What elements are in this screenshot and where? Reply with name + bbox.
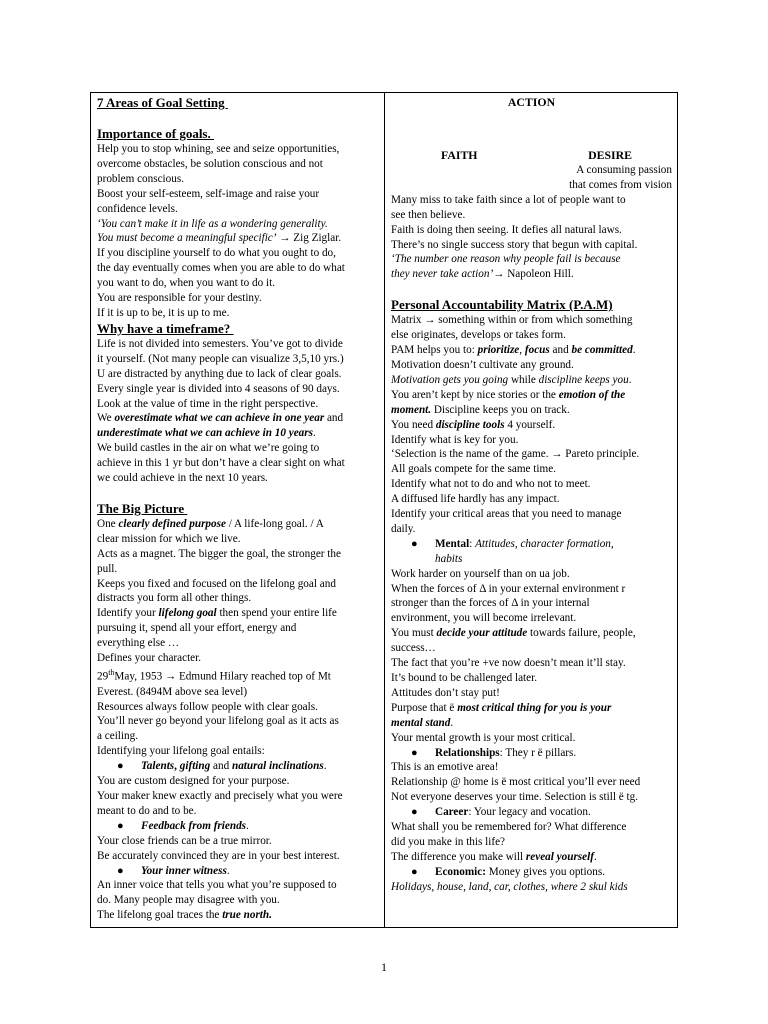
text-line: pull. (97, 562, 118, 575)
text-line: Identify what is key for you. (391, 433, 519, 446)
reveal-line: The difference you make will reveal yourself. (391, 850, 597, 863)
text-line: success… (391, 642, 436, 655)
bullet-relationships: ● Relationships: They r ë pillars. (411, 746, 577, 759)
importance-heading: Importance of goals. (97, 126, 214, 141)
text-line: distracts you form all other things. (97, 592, 252, 605)
text-line: The fact that you’re +ve now doesn’t mean it’ll stay. (391, 657, 626, 670)
text-line: confidence levels. (97, 202, 178, 215)
bullet-career: ● Career: Your legacy and vocation. (411, 806, 591, 819)
text-line: did you make in this life? (391, 835, 506, 848)
pam-helps-line: PAM helps you to: prioritize, focus and be committed. (391, 344, 636, 357)
text-line: U are distracted by anything due to lack of clear goals. (97, 367, 342, 380)
text-line: daily. (391, 522, 416, 535)
text-line: All goals compete for the same time. (391, 463, 556, 476)
text-line: Relationship @ home is ë most critical you’ll ever need (391, 776, 641, 789)
text-line: Work harder on yourself than on ua job. (391, 567, 570, 580)
economic-text (391, 880, 672, 895)
text-line: When the forces of Δ in your external environment r (391, 582, 626, 595)
bullet-dot-icon: ● (411, 746, 418, 759)
moment-line: moment. Discipline keeps you on track. (391, 403, 570, 416)
text-line: Faith is doing then seeing. It defies all natural laws. (391, 223, 622, 236)
desire-label: DESIRE (588, 148, 632, 162)
text-line: we could achieve in the next 10 years. (97, 472, 268, 485)
text-line: Help you to stop whining, see and seize opportunities, (97, 143, 340, 155)
text-line: achieve in this 1 yr but don’t have a clear sight on what (97, 457, 345, 470)
text-line: overcome obstacles, be solution conscious and not (97, 157, 323, 170)
text-line: Your close friends can be a true mirror. (97, 834, 272, 847)
text-line: pursuing it, spend all your effort, energy and (97, 622, 297, 635)
bullet-talents: ● Talents, gifting and natural inclinations. (117, 760, 327, 773)
text-line: Defines your character. (97, 652, 202, 665)
hill-quote-line: they never take action’→ Napoleon Hill. (391, 268, 574, 281)
text-line: An inner voice that tells you what you’re supposed to (97, 879, 337, 892)
text-line: do. Many people may disagree with you. (97, 894, 280, 907)
purpose-line: Purpose that ë most critical thing for you is your (391, 701, 612, 714)
text-line: stronger than the forces of Δ in your internal (391, 597, 590, 610)
action-label: ACTION (507, 95, 556, 109)
hill-quote-line: ‘The number one reason why people fail is because (391, 253, 621, 266)
mental-text (391, 567, 672, 746)
text-line: A diffused life hardly has any impact. (391, 493, 560, 506)
text-line: You are responsible for your destiny. (97, 292, 262, 305)
text-line: it yourself. (Not many people can visualize 3,5,10 yrs.) (97, 352, 344, 365)
text-line: Acts as a magnet. The bigger the goal, the stronger the (97, 547, 341, 560)
timeframe-heading: Why have a timeframe? (97, 320, 234, 336)
text-line: clear mission for which we live. (97, 532, 241, 545)
text-line: Attitudes don’t stay put! (391, 686, 500, 699)
feedback-text (97, 834, 379, 864)
bullet-dot-icon: ● (117, 819, 124, 832)
ziglar-quote-line: You must become a meaningful specific’ → Zig Ziglar. (97, 232, 342, 245)
text-line: Motivation doesn’t cultivate any ground. (391, 358, 574, 371)
faith-text (391, 193, 672, 282)
text-line: Look at the value of time in the right perspective. (97, 397, 319, 410)
text-line: Identify what not to do and who not to meet. (391, 478, 591, 491)
emotion-line: You aren’t kept by nice stories or the emotion of the (391, 388, 626, 401)
bullet-dot-icon: ● (411, 865, 418, 878)
faith-desire-row (391, 148, 672, 163)
text-line: Resources always follow people with clear goals. (97, 700, 318, 713)
pam-text (391, 313, 672, 537)
bullet-feedback: ● Feedback from friends. (117, 819, 249, 832)
text-line: What shall you be remembered for? What difference (391, 821, 627, 834)
text-line: a ceiling. (97, 730, 139, 743)
relationships-text (391, 760, 672, 805)
right-column (385, 93, 677, 927)
inner-witness-text (97, 878, 379, 923)
text-line: ‘Selection is the name of the game. → Pareto principle. (391, 448, 640, 461)
text-line: meant to do and to be. (97, 804, 197, 817)
text-line: Identifying your lifelong goal entails: (97, 745, 265, 758)
text-line: Keeps you fixed and focused on the lifelong goal and (97, 577, 336, 590)
timeframe-text (97, 337, 379, 486)
text-line: problem conscious. (97, 172, 184, 185)
holidays-line: Holidays, house, land, car, clothes, where 2 skul kids (391, 880, 628, 893)
text-line: Your maker knew exactly and precisely what you were (97, 789, 343, 802)
tools-line: You need discipline tools 4 yourself. (391, 418, 556, 431)
text-line: everything else … (97, 637, 180, 650)
mental-stand-line: mental stand. (391, 716, 454, 729)
two-column-table (90, 92, 678, 928)
page-number: 1 (381, 960, 387, 974)
text-line: Everest. (8494M above sea level) (97, 685, 248, 698)
doc-title: 7 Areas of Goal Setting (97, 95, 228, 110)
text-line: environment, you will become irrelevant. (391, 612, 577, 625)
text-line: A consuming passion (576, 164, 672, 176)
bullet-mental: ● Mental: Attitudes, character formation, habits (411, 537, 614, 565)
ziglar-quote-line: ‘You can’t make it in life as a wondering generality. (97, 217, 328, 230)
estimate-line: We overestimate what we can achieve in one year and (97, 412, 344, 425)
text-line: that comes from vision (569, 178, 672, 191)
pam-heading: Personal Accountability Matrix (P.A.M) (391, 297, 613, 313)
text-line: Many miss to take faith since a lot of people want to (391, 193, 626, 206)
text-line: It’s bound to be challenged later. (391, 672, 538, 684)
bullet-inner-witness: ● Your inner witness. (117, 864, 230, 877)
bullet-economic: ● Economic: Money gives you options. (411, 865, 605, 878)
bullet-dot-icon: ● (411, 806, 418, 819)
text-line: Be accurately convinced they are in your best interest. (97, 849, 340, 862)
big-picture-heading: The Big Picture (97, 500, 188, 516)
desire-description (391, 163, 672, 193)
text-line: Matrix → something within or from which something (391, 314, 633, 327)
estimate-line: underestimate what we can achieve in 10 years. (97, 427, 316, 440)
left-column (91, 93, 385, 927)
purpose-line: One clearly defined purpose / A life-long goal. / A (97, 517, 324, 530)
text-line: Every single year is divided into 4 seasons of 90 days. (97, 382, 340, 395)
text-line: You’ll never go beyond your lifelong goal as it acts as (97, 715, 339, 728)
decide-line: You must decide your attitude towards failure, people, (391, 627, 636, 640)
text-line: You are custom designed for your purpose. (97, 775, 290, 788)
big-picture-text (97, 517, 379, 759)
text-line: else originates, develops or takes form. (391, 329, 566, 342)
bullet-dot-icon: ● (411, 537, 418, 550)
faith-label: FAITH (441, 148, 478, 162)
text-line: If you discipline yourself to do what you ought to do, (97, 247, 336, 260)
everest-date-line: 29thMay, 1953 → Edmund Hilary reached top of Mt (97, 668, 331, 683)
true-north-line: The lifelong goal traces the true north. (97, 909, 272, 922)
talents-text (97, 774, 379, 819)
text-line: the day eventually comes when you are able to do what (97, 262, 345, 275)
identify-line: Identify your lifelong goal then spend your entire life (97, 607, 337, 620)
career-text (391, 820, 672, 865)
text-line: you want to do, when you want to do it. (97, 277, 276, 290)
bullet-dot-icon: ● (117, 760, 124, 773)
text-line: Your mental growth is your most critical. (391, 731, 576, 744)
text-line: Not everyone deserves your time. Selection is still ë tg. (391, 791, 638, 804)
text-line: Identify your critical areas that you need to manage (391, 508, 622, 521)
text-line: This is an emotive area! (391, 761, 499, 774)
text-line: There’s no single success story that begun with capital. (391, 238, 638, 251)
text-line: Boost your self-esteem, self-image and raise your (97, 187, 320, 200)
text-line: If it is up to be, it is up to me. (97, 306, 230, 319)
text-line: We build castles in the air on what we’re going to (97, 442, 320, 455)
motivation-line: Motivation gets you going while discipline keeps you. (391, 373, 632, 386)
text-line: Life is not divided into semesters. You’ve got to divide (97, 337, 343, 350)
importance-text (97, 142, 379, 321)
bullet-dot-icon: ● (117, 864, 124, 877)
text-line: see then believe. (391, 208, 466, 221)
